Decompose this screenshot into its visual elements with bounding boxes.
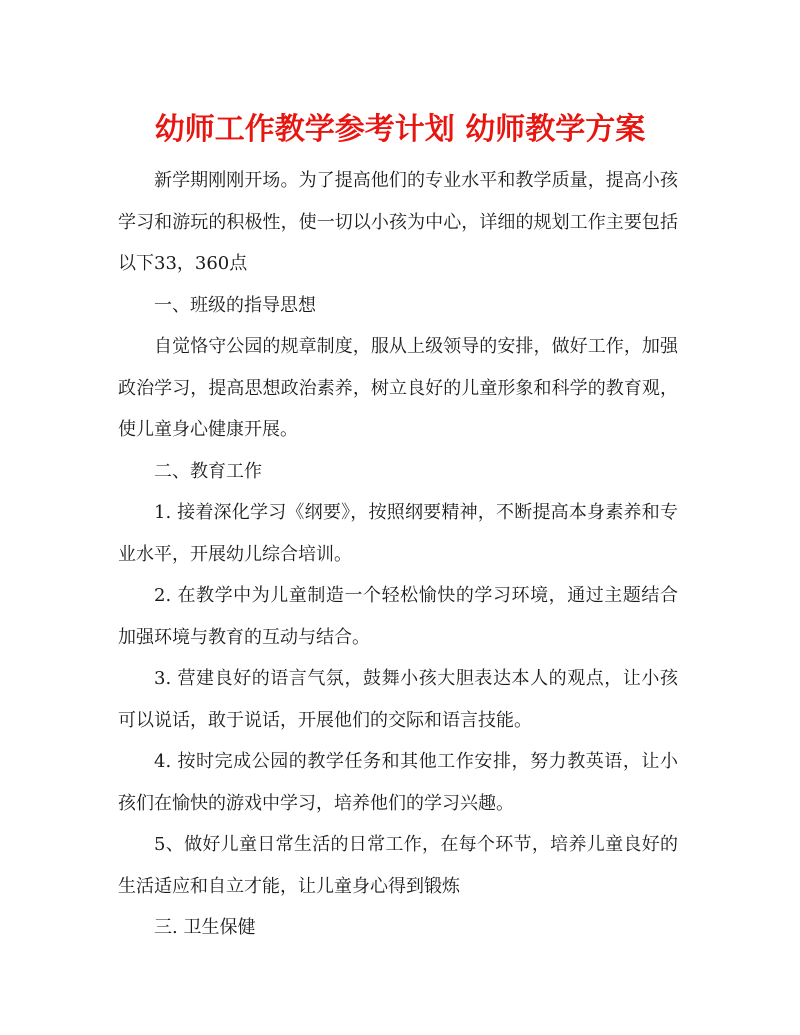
list-item-2: 2. 在教学中为儿童制造一个轻松愉快的学习环境，通过主题结合加强环境与教育的互动与结合。 (118, 585, 678, 648)
paragraph-guiding-thought: 自觉恪守公园的规章制度，服从上级领导的安排，做好工作，加强政治学习，提高思想政治素养，树立良好的儿童形象和科学的教育观，使儿童身心健康开展。 (118, 336, 678, 440)
list-item-3: 3. 营建良好的语言气氛，鼓舞小孩大胆表达本人的观点，让小孩可以说话，敢于说话，开展他们的交际和语言技能。 (118, 668, 678, 731)
intro-paragraph: 新学期刚刚开场。为了提高他们的专业水平和教学质量，提高小孩学习和游玩的积极性，使一切以小孩为中心，详细的规划工作主要包括以下33，360点 (118, 170, 678, 274)
document-body (118, 160, 678, 949)
list-item-5: 5、做好儿童日常生活的日常工作，在每个环节，培养儿童良好的生活适应和自立才能，让儿童身心得到锻炼 (118, 834, 678, 897)
list-item-4: 4. 按时完成公园的教学任务和其他工作安排，努力教英语，让小孩们在愉快的游戏中学习，培养他们的学习兴趣。 (118, 751, 678, 814)
section-heading-2: 二、教育工作 (154, 460, 262, 482)
list-item-1: 1. 接着深化学习《纲要》，按照纲要精神，不断提高本身素养和专业水平，开展幼儿综合培训。 (118, 502, 678, 565)
document-title: 幼师工作教学参考计划 幼师教学方案 (154, 112, 646, 147)
section-heading-3: 三. 卫生保健 (154, 917, 256, 938)
section-heading-1: 一、班级的指导思想 (154, 294, 316, 316)
